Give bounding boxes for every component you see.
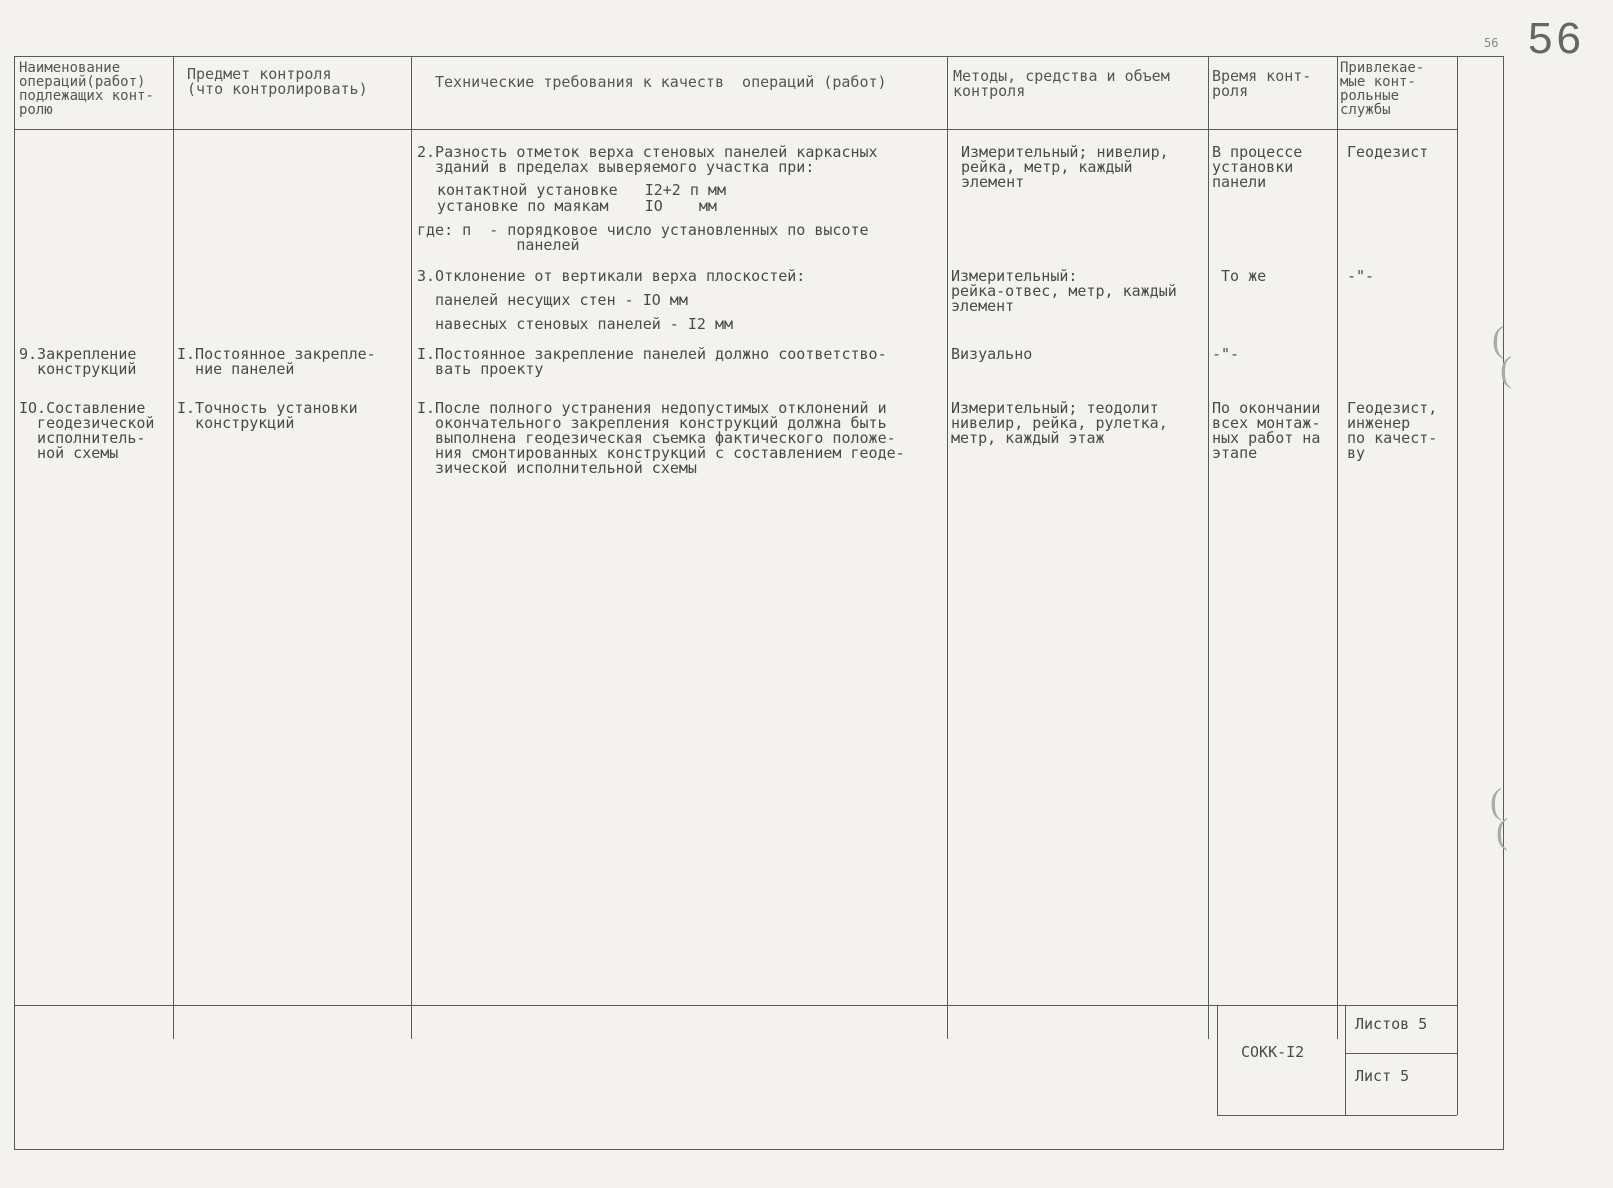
header-methods: Методы, средства и объем контроля — [953, 67, 1170, 100]
header-services: Привлекае- мые конт- рольные службы — [1340, 60, 1425, 118]
requirement-2c: где: п - порядковое число установленных по высоте панелей — [417, 221, 869, 254]
binder-mark: ( — [1496, 811, 1508, 851]
header-requirements: Технические требования к качеств операций (работ) — [435, 73, 887, 91]
header-subject: Предмет контроля (что контролировать) — [187, 65, 368, 98]
time-3: То же — [1221, 267, 1267, 285]
requirement-9: I.Постоянное закрепление панелей должно соответство- вать проекту — [417, 345, 887, 378]
operation-10: IO.Составление геодезической исполнитель- ной схемы — [19, 399, 155, 462]
service-2: Геодезист — [1347, 143, 1429, 161]
service-3: -"- — [1347, 267, 1375, 285]
column-divider — [1208, 57, 1209, 1039]
column-divider — [173, 57, 174, 1039]
title-block-divider — [1217, 1005, 1218, 1115]
binder-mark: ( — [1490, 781, 1502, 821]
subject-10: I.Точность установки конструкций — [177, 399, 358, 432]
requirement-3: 3.Отклонение от вертикали верха плоскостей: — [417, 267, 806, 285]
subject-9: I.Постоянное закрепле- ние панелей — [177, 345, 376, 378]
column-divider — [411, 57, 412, 1039]
header-time: Время конт- роля — [1212, 67, 1312, 100]
method-2: Измерительный; нивелир, рейка, метр, каждый элемент — [961, 143, 1169, 191]
control-table — [14, 56, 1504, 1150]
time-10: По окончании всех монтаж- ных работ на этапе — [1212, 399, 1321, 462]
page-number-small: 56 — [1484, 36, 1499, 50]
requirement-2b: установке по маякам IO мм — [437, 197, 717, 215]
document-code: СОКК-I2 — [1241, 1043, 1305, 1061]
method-3: Измерительный: рейка-отвес, метр, каждый элемент — [951, 267, 1177, 315]
sheet-number: Лист 5 — [1355, 1067, 1410, 1085]
title-block-divider — [1345, 1053, 1457, 1054]
requirement-3b: навесных стеновых панелей - I2 мм — [435, 315, 734, 333]
title-block-divider — [1345, 1005, 1346, 1115]
requirement-2: 2.Разность отметок верха стеновых панелей каркасных зданий в пределах выверяемого участка при: — [417, 143, 878, 176]
time-2: В процессе установки панели — [1212, 143, 1303, 191]
column-divider — [1337, 57, 1338, 1039]
time-9: -"- — [1212, 345, 1240, 363]
service-10: Геодезист, инженер по качест- ву — [1347, 399, 1438, 462]
operation-9: 9.Закрепление конструкций — [19, 345, 137, 378]
title-block-divider — [1217, 1115, 1457, 1116]
requirement-3a: панелей несущих стен - IO мм — [435, 291, 688, 309]
title-block-divider — [1457, 1005, 1458, 1115]
column-divider — [947, 57, 948, 1039]
requirement-10: I.После полного устранения недопустимых отклонений и окончательного закрепления конструкций должна быть выполнена геодезическая съемка фактического положе- ния смонтированных конструкций с составлением геоде- зической исполнительной схемы — [417, 399, 905, 477]
title-block-divider — [15, 1005, 1457, 1006]
method-9: Визуально — [951, 345, 1033, 363]
page-number: 56 — [1528, 14, 1585, 63]
binder-mark: ( — [1500, 349, 1512, 389]
header-operation: Наименование операций(работ) подлежащих конт- ролю — [19, 60, 154, 118]
column-divider — [1457, 57, 1458, 1039]
requirement-2a: контактной установке I2+2 п мм — [437, 181, 726, 199]
binder-mark: ( — [1492, 319, 1504, 359]
header-divider — [15, 129, 1457, 130]
sheets-total: Листов 5 — [1355, 1015, 1428, 1033]
method-10: Измерительный; теодолит нивелир, рейка, рулетка, метр, каждый этаж — [951, 399, 1168, 447]
